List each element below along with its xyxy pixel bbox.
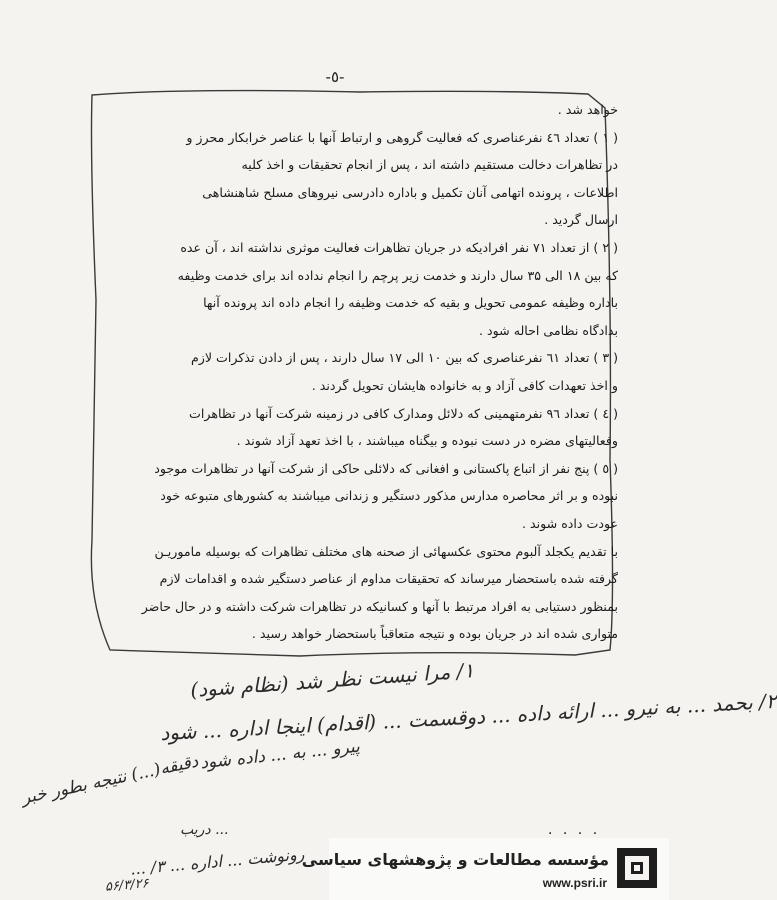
body-line: متواری شده اند در جریان بوده و نتیجه متعاقباً باستحضار خواهد رسید .	[251, 626, 618, 642]
body-line: ( ٥ ) پنج نفر از اتباع پاکستانی و افغانی که دلائلی حاکی از شرکت آنها در تظاهرات موجود	[154, 460, 618, 476]
page-number: -٥-	[325, 68, 345, 86]
body-line: ( ۳ ) تعداد ٦۱ نفرعناصری که بین ۱۰ الی ۱۷ سال دارند ، پس از دادن تذکرات لازم	[190, 350, 618, 366]
handwritten-note: ۱/ مرا نیست نظر شد (نظام شود)	[189, 658, 475, 702]
body-line: بدادگاه نظامی احاله شود .	[479, 322, 618, 338]
body-line: خواهد شد .	[557, 102, 618, 117]
body-line: و اخذ تعهدات کافی آزاد و به خانواده هایشان تحویل گردند .	[311, 377, 618, 393]
handwritten-note: ۲/ بحمد ... به نیرو ... ارائه داده ... دوقسمت ... (اقدام) اینجا اداره ... شود	[159, 688, 777, 746]
body-line: بمنظور دستیابی به افراد مرتبط با آنها و کسانیکه در تظاهرات شرکت داشته و در حال حاضر	[141, 598, 618, 614]
body-line: باداره وظیفه عمومی تحویل و بقیه که خدمت وظیفه را انجام داده اند پرونده آنها	[203, 295, 618, 311]
body-line: ( ۲ ) از تعداد ۷۱ نفر افرادیکه در جریان تظاهرات فعالیت موثری نداشته اند ، آن عده	[180, 239, 618, 255]
handwritten-note: رونوشت ... اداره ... ۳/ ...	[129, 844, 306, 879]
institute-logo-icon	[617, 848, 657, 888]
body-line: وفعالیتهای مضره در دست نبوده و بیگناه میباشند ، با اخذ تعهد آزاد شوند .	[236, 433, 618, 449]
body-line: اطلاعات ، پرونده اتهامی آنان تکمیل و باداره دادرسی نیروهای مسلح شاهنشاهی	[202, 184, 618, 200]
body-line: ( ۱ ) تعداد ٤٦ نفرعناصری که فعالیت گروهی و ارتباط آنها با عناصر خرابکار محرز و	[186, 129, 618, 145]
handwritten-signature: ... دریب	[180, 822, 229, 838]
body-line: که بین ۱۸ الی ۳۵ سال دارند و خدمت زیر پرچم را انجام نداده اند برای خدمت وظیفه	[177, 267, 618, 283]
ellipsis: . . . .	[548, 822, 601, 838]
body-line: ( ٤ ) تعداد ۹٦ نفرمتهمینی که دلائل ومدارک کافی در زمینه شرکت آنها در تظاهرات	[189, 405, 618, 421]
body-line: ارسال گردید .	[544, 212, 618, 228]
body-line: عودت داده شوند .	[522, 515, 618, 531]
handwritten-date: ۵۶/۳/۲۶	[104, 876, 150, 895]
document-body	[90, 96, 618, 648]
handwritten-note: دقیقه(...) نتیجه بطور خبر	[19, 751, 201, 809]
institute-name: مؤسسه مطالعات و پژوهشهای سیاسی	[301, 850, 609, 869]
watermark	[301, 838, 669, 900]
body-line: با تقدیم یکجلد آلبوم محتوی عکسهائی از صحنه های مختلف تظاهرات که بوسیله ماموریـن	[154, 543, 618, 559]
handwritten-note: پیرو ... به ... داده شود	[199, 736, 361, 774]
institute-url: www.psri.ir	[542, 876, 607, 890]
body-line: در تظاهرات دخالت مستقیم داشته اند ، پس از انجام تحقیقات و اخذ کلیه	[241, 157, 618, 173]
body-line: نبوده و بر اثر محاصره مدارس مذکور دستگیر و زندانی میباشند به کشورهای متبوعه خود	[160, 488, 618, 504]
body-line: گرفته شده باستحضار میرساند که تحقیقات مداوم از عناصر دستگیر شده و اقدامات لازم	[159, 571, 618, 587]
